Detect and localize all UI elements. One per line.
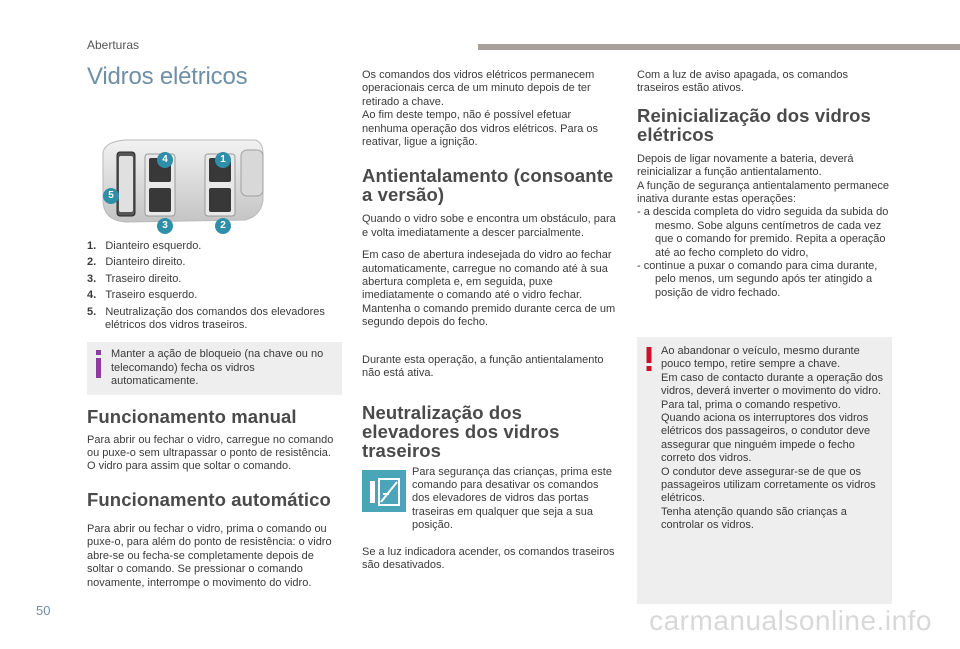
warning-line: Tenha atenção quando são crianças a controlar os vidros. [661, 505, 847, 532]
section-label: Aberturas [87, 38, 140, 52]
badge-3: 3 [157, 218, 173, 234]
badge-2: 2 [215, 218, 231, 234]
header-bar [478, 44, 960, 50]
column-right [637, 69, 892, 300]
legend-item: 5. Neutralização dos comandos dos elevadores elétricos dos vidros traseiros. [87, 305, 325, 332]
col2-intro-2: Ao fim deste tempo, não é possível efetuar nenhuma operação dos vidros elétricos. Para os reativar, ligue a ignição. [362, 109, 599, 149]
warning-line: O condutor deve assegurar-se de que os passageiros utilizam corretamente os vidros elétricos. [661, 465, 876, 505]
col2-intro-1: Os comandos dos vidros elétricos permanecem operacionais cerca de um minuto depois de ter retirado a chave. [362, 69, 595, 108]
warning-line: Quando aciona os interruptores dos vidros elétricos dos passageiros, o condutor deve assegurar que ninguém impede o fecho correto dos vidros. [661, 412, 871, 465]
neutralization-block [362, 466, 617, 536]
neutralization-p1: Para segurança das crianças, prima este comando para desativar os comandos dos elevadores de vidros das portas traseiras em qualquer que seja a sua posição. [412, 465, 612, 532]
info-icon [93, 350, 105, 380]
col3-intro: Com a luz de aviso apagada, os comandos traseiros estão ativos. [637, 69, 848, 95]
automatic-title: Funcionamento automático [87, 488, 331, 510]
warning-line: Ao abandonar o veículo, mesmo durante pouco tempo, retire sempre a chave. [661, 345, 860, 371]
door-switch-panel-illustration [95, 104, 265, 228]
manual-text: Para abrir ou fechar o vidro, carregue no comando ou puxe-o sem ultrapassar o ponto de resistência. O vidro para assim que soltar o comando. [87, 433, 334, 473]
badge-1: 1 [215, 152, 231, 168]
warning-text [661, 345, 884, 533]
reinit-p1: Depois de ligar novamente a bateria, deverá reinicializar a função antientalamento. [637, 152, 854, 179]
legend-item: 3. Traseiro direito. [87, 272, 182, 285]
child-lock-icon [362, 470, 406, 512]
warning-icon [645, 347, 653, 371]
column-middle [362, 69, 617, 572]
antipinch-p1: Quando o vidro sobe e encontra um obstáculo, para e volta imediatamente a descer parcialmente. [362, 213, 616, 239]
legend-item: 2. Dianteiro direito. [87, 256, 186, 269]
neutralization-p2: Se a luz indicadora acender, os comandos traseiros são desativados. [362, 545, 615, 571]
neutralization-title: Neutralização dos elevadores dos vidros traseiros [362, 401, 560, 461]
antipinch-p3: Durante esta operação, a função antientalamento não está ativa. [362, 353, 604, 380]
reinit-p2: A função de segurança antientalamento permanece inativa durante estas operações: [637, 179, 889, 206]
badge-4: 4 [157, 152, 173, 168]
window-switch-figure [95, 104, 265, 231]
badge-5: 5 [103, 188, 119, 204]
automatic-text: Para abrir ou fechar o vidro, prima o comando ou puxe-o, para além do ponto de resistência: o vidro abre-se ou fecha-se completamente depois de soltar o comando. Se pressionar o comando novamente, interrompe o movimento do vidro. [87, 522, 332, 589]
info-box [87, 342, 342, 394]
legend-item: 1. Dianteiro esquerdo. [87, 240, 202, 252]
legend-list [87, 240, 342, 332]
reinit-bullet-1: - a descida completa do vidro seguida da subida do mesmo. Sobe alguns centímetros de cada vez que o comando for premido. Repita a operação até ao fecho completo do vidro, [637, 206, 889, 259]
legend-item: 4. Traseiro esquerdo. [87, 289, 198, 302]
antipinch-p2: Em caso de abertura indesejada do vidro ao fechar automaticamente, carregue no comando até à sua abertura completa e, em seguida, puxe imediatamente o comando até o vidro fechar. Mantenha o comando premido durante cerca de um segundo depois do fecho. [362, 249, 616, 329]
manual-title: Funcionamento manual [87, 405, 297, 427]
reinit-bullet-2: - continue a puxar o comando para cima durante, pelo menos, um segundo após ter atingido a posição de vidro fechado. [637, 260, 878, 299]
column-left [87, 62, 342, 590]
page-title: Vidros elétricos [87, 63, 248, 90]
info-text: Manter a ação de bloqueio (na chave ou no telecomando) fecha os vidros automaticamente. [111, 348, 324, 388]
page-number: 50 [36, 603, 51, 618]
warning-box [637, 337, 892, 604]
watermark: carmanualsonline.info [649, 605, 932, 636]
warning-line: Em caso de contacto durante a operação dos vidros, deverá inverter o movimento do vidro. Para tal, prima o comando respetivo. [661, 371, 883, 411]
antipinch-title: Antientalamento (consoante a versão) [362, 165, 614, 206]
reinit-title: Reinicialização dos vidros elétricos [637, 104, 871, 145]
